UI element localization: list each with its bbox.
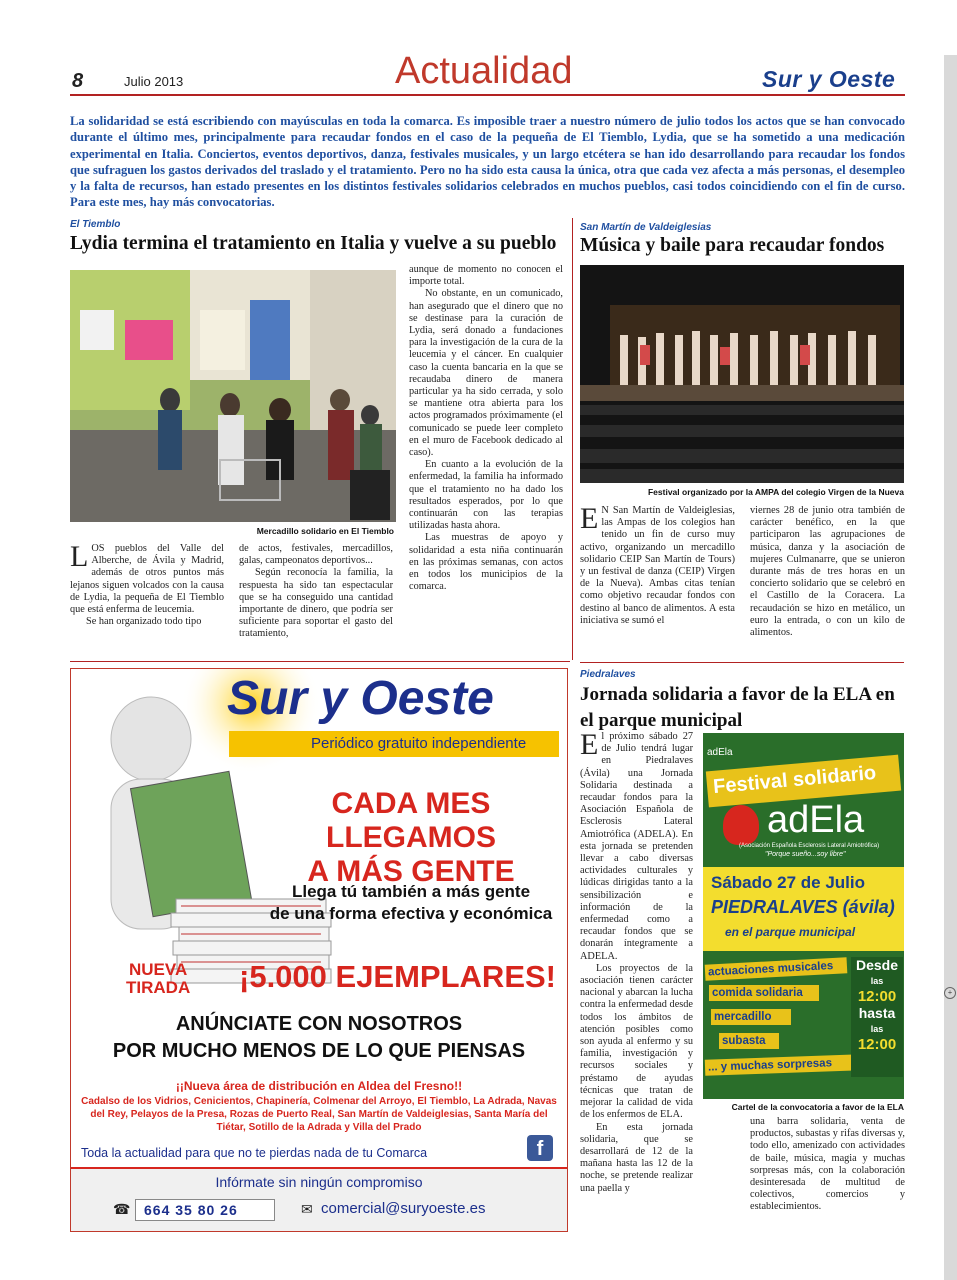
advertisement [70, 668, 568, 1232]
poster-time-start: 12:00 [857, 988, 897, 1005]
email-icon: ✉ [301, 1203, 313, 1218]
section-title: Actualidad [395, 50, 573, 92]
page-number: 8 [72, 70, 84, 92]
paragraph: de actos, festivales, mercadillos, galas, campeonatos deportivos... [239, 543, 393, 567]
ela-poster [703, 733, 904, 1099]
paragraph: En cuanto a la evolución de la enfermedad, la familia ha informado que el tratamiento no ha dado los resultados esperados, por lo que continuarán con las terapias utilizadas hasta ahora. [409, 459, 563, 532]
dropcap: E [580, 502, 599, 535]
intro-paragraph: La solidaridad se está escribiendo con mayúsculas en toda la comarca. Es imposible traer a nuestro número de julio todos los actos que se han convocado durante el último mes, principalmente para recaudar fondos en el caso de la pequeña de El Tiemblo, Lydia, que se ha sometido a una medicación experimental en Italia. Conciertos, eventos deportivos, danza, festivales musicales, y un largo etcétera se han ido desarrollando para recaudar los fondos que sufraguen los gastos derivados del traslado y el tratamiento. Pero no ha sido esta causa la única, otra que cada vez afecta a más personas, el desempleo y la falta de recursos, han estado presentes en los distintos festivales solidarios celebrados en muchos pueblos, casi todos coincidiendo con el fin de curso. Para este mes, hay más convocatorias. [70, 114, 905, 210]
poster-time-hasta: hasta [858, 1005, 896, 1021]
paragraph: l próximo sábado 27 de Julio tendrá lugar en Piedralaves (Ávila) una Jornada Solidaria destinada a recaudar fondos para la Asociación Española de Esclerosis Lateral Amiotrófica (ADELA). En esta jornada se pretenden llevar a cabo diversas actividades culturales y lúdicas dirigidas tanto a la sensibilización e información de la enfermedad como a recaudar fondos que se donarán íntegramente a ADELA. [580, 731, 693, 962]
ad-nueva: NUEVA [128, 960, 188, 979]
article1-col1 [70, 540, 224, 628]
ad-headline-1: CADA MES LLEGAMOS [326, 787, 496, 854]
paragraph: Los proyectos de la asociación tienen carácter nacional y abarcan la lucha contra la enfermedad desde todos los ámbitos de atención posibles como son ayuda al enfermo y su familia, investigación y recursos sociales y préstamo de ayudas técnicas que tratan de mejorar la calidad de vida de los enfermos de ELA. [580, 962, 693, 1121]
poster-time-las: las [870, 1024, 884, 1034]
paragraph: Se han organizado todo tipo [86, 616, 202, 628]
paragraph: Según reconocía la familia, la respuesta ha sido tan espectacular que se ha conseguido una cantidad importante de dinero, que podría ser suficiente para soportar el gasto del tratamiento, [239, 567, 393, 640]
ad-facebook-line: Toda la actualidad para que no te pierdas nada de tu Comarca [81, 1146, 428, 1160]
facebook-icon[interactable]: f [527, 1135, 553, 1161]
paragraph: una barra solidaria, venta de productos, subastas y rifas diversas y, todo ello, amenizado con actividades de baile, música, magia y muchas sorpresas más, con la colaboración desinteresada de multitud de colectivos, comercios y establecimientos. [750, 1116, 905, 1213]
phone-icon: ☎ [113, 1203, 131, 1218]
header-rule [70, 94, 905, 96]
article1-photo [70, 270, 396, 522]
poster-place: PIEDRALAVES (ávila) [711, 897, 895, 917]
article3-col2 [750, 1116, 905, 1214]
article1-col2 [239, 543, 393, 641]
brand-logo: Sur y Oeste [762, 66, 896, 92]
poster-item: subasta [719, 1033, 779, 1049]
paragraph: En esta jornada solidaria, que se desarrollará de 12 de la mañana hasta las 12 de la noche, se pretende realizar una paella y [580, 1121, 693, 1194]
ad-cta-1: ANÚNCIATE CON NOSOTROS [175, 1013, 463, 1035]
page-edge-bar [944, 55, 957, 1280]
article3-caption: Cartel de la convocatoria a favor de la ELA [731, 1102, 904, 1112]
article2-caption: Festival organizado por la AMPA del colegio Virgen de la Nueva [647, 487, 904, 497]
ad-headline-2: A MÁS GENTE [307, 855, 515, 888]
poster-date: Sábado 27 de Julio [711, 873, 865, 892]
ad-area-list: Cadalso de los Vidrios, Cenicientos, Chapinería, Colmenar del Arroyo, El Tiemblo, La Adrada, Navas del Rey, Pelayos de la Presa, Rozas de Puerto Real, San Martín de Valdeiglesias, Santa María del Tiétar, Sotillo de la Adrada y Villa del Prado [81, 1096, 557, 1133]
ad-copies: ¡5.000 EJEMPLARES! [239, 959, 556, 994]
ad-email: comercial@suryoeste.es [321, 1200, 486, 1217]
article1-caption: Mercadillo solidario en El Tiemblo [256, 526, 394, 536]
dropcap: L [70, 540, 89, 573]
poster-time-end: 12:00 [857, 1036, 897, 1053]
article2-headline: Música y baile para recaudar fondos [580, 235, 885, 256]
poster-items [705, 961, 847, 1073]
ad-info: Infórmate sin ningún compromiso [215, 1174, 423, 1190]
section-rule [70, 661, 570, 662]
dropcap: E [580, 728, 599, 761]
paragraph: Las muestras de apoyo y solidaridad a esta niña continuarán en las próximas semanas, con actos en todos los municipios de la comarca. [409, 532, 563, 593]
ad-sub-2: de una forma efectiva y económica [269, 904, 553, 923]
poster-small-logo: adEla [707, 747, 733, 758]
ad-tagline: Periódico gratuito independiente [311, 735, 527, 752]
poster-venue: en el parque municipal [725, 925, 856, 939]
article3-col1 [580, 728, 693, 1195]
poster-item: mercadillo [711, 1009, 791, 1025]
issue-date: Julio 2013 [124, 74, 184, 89]
poster-title: Festival solidario [712, 761, 877, 799]
ela-logo-icon [723, 805, 759, 845]
poster-logo: adEla [767, 799, 865, 841]
article1-headline: Lydia termina el tratamiento en Italia y vuelve a su pueblo [70, 233, 557, 254]
poster-time [851, 957, 903, 1077]
paragraph: N San Martín de Valdeiglesias, las Ampas de los colegios han tenido un fin de curso muy activo, organizando un mercadillo solidario CEIP San Martín de Tours) y un festival de danza (CEIP) Virgen de la Nueva). Ambas citas tenían como objetivo recaudar fondos con destino al banco de alimentos. A esta iniciativa se sumó el [580, 505, 735, 626]
ad-cta-2: POR MUCHO MENOS DE LO QUE PIENSAS [112, 1040, 526, 1062]
ad-sub-1: Llega tú también a más gente [291, 882, 531, 901]
poster-time-las: las [870, 976, 884, 986]
ad-tirada: TIRADA [126, 978, 191, 997]
poster-item: actuaciones musicales [705, 957, 848, 980]
article2-col1 [580, 502, 735, 627]
ad-logo: Sur y Oeste [227, 672, 494, 725]
ad-area-title: ¡¡Nueva área de distribución en Aldea del Fresno!! [175, 1079, 463, 1093]
article1-kicker: El Tiemblo [70, 219, 121, 230]
article3-headline: Jornada solidaria a favor de la ELA en el parque municipal [580, 684, 895, 731]
section-rule [580, 662, 904, 663]
ad-phone: 664 35 80 26 [135, 1199, 275, 1221]
column-separator [572, 218, 573, 660]
poster-time-from: Desde [855, 957, 899, 973]
article2-kicker: San Martín de Valdeiglesias [580, 222, 712, 233]
paragraph: No obstante, en un comunicado, han asegurado que el dinero que no se destinase para la curación de Lydia, será donado a fundaciones para la investigación de la cura de la leucemia y el cáncer. En cualquier caso la cuenta bancaria en la que se recaudaba dinero de manera particular ya ha sido cerrada, y solo se mantiene otra abierta para los actos programados próximamente (el comunicado se puede leer completo en el muro de Facebook dedicado al caso). [409, 288, 563, 459]
poster-subtitle: (Asociación Española Esclerosis Lateral Amiotrófica) [739, 843, 880, 849]
registration-mark-icon: + [944, 987, 956, 999]
article1-col3 [409, 264, 563, 593]
paragraph: aunque de momento no conocen el importe total. [409, 264, 563, 288]
paragraph: viernes 28 de junio otra también de carácter benéfico, en la que participaron las agrupaciones de música, danza y la asociación de mujeres Culmanarre, que se unieron durante más de tres horas en un concierto solidario que se celebró en el Castillo de la Coracera. La recaudación se hizo en metálico, un euro la entrada, o con un kilo de alimentos. [750, 505, 905, 639]
article3-kicker: Piedralaves [580, 669, 636, 680]
poster-item: ... y muchas sorpresas [705, 1054, 861, 1075]
poster-motto: "Porque sueño...soy libre" [765, 851, 846, 858]
poster-item: comida solidaria [709, 985, 819, 1001]
paragraph: OS pueblos del Valle del Alberche, de Ávila y Madrid, además de otros puntos más lejanos siguen volcados con la causa de Lydia, la pequeña de El Tiemblo que está enferma de leucemia. [70, 543, 224, 616]
article2-photo [580, 265, 904, 483]
article2-col2 [750, 505, 905, 639]
